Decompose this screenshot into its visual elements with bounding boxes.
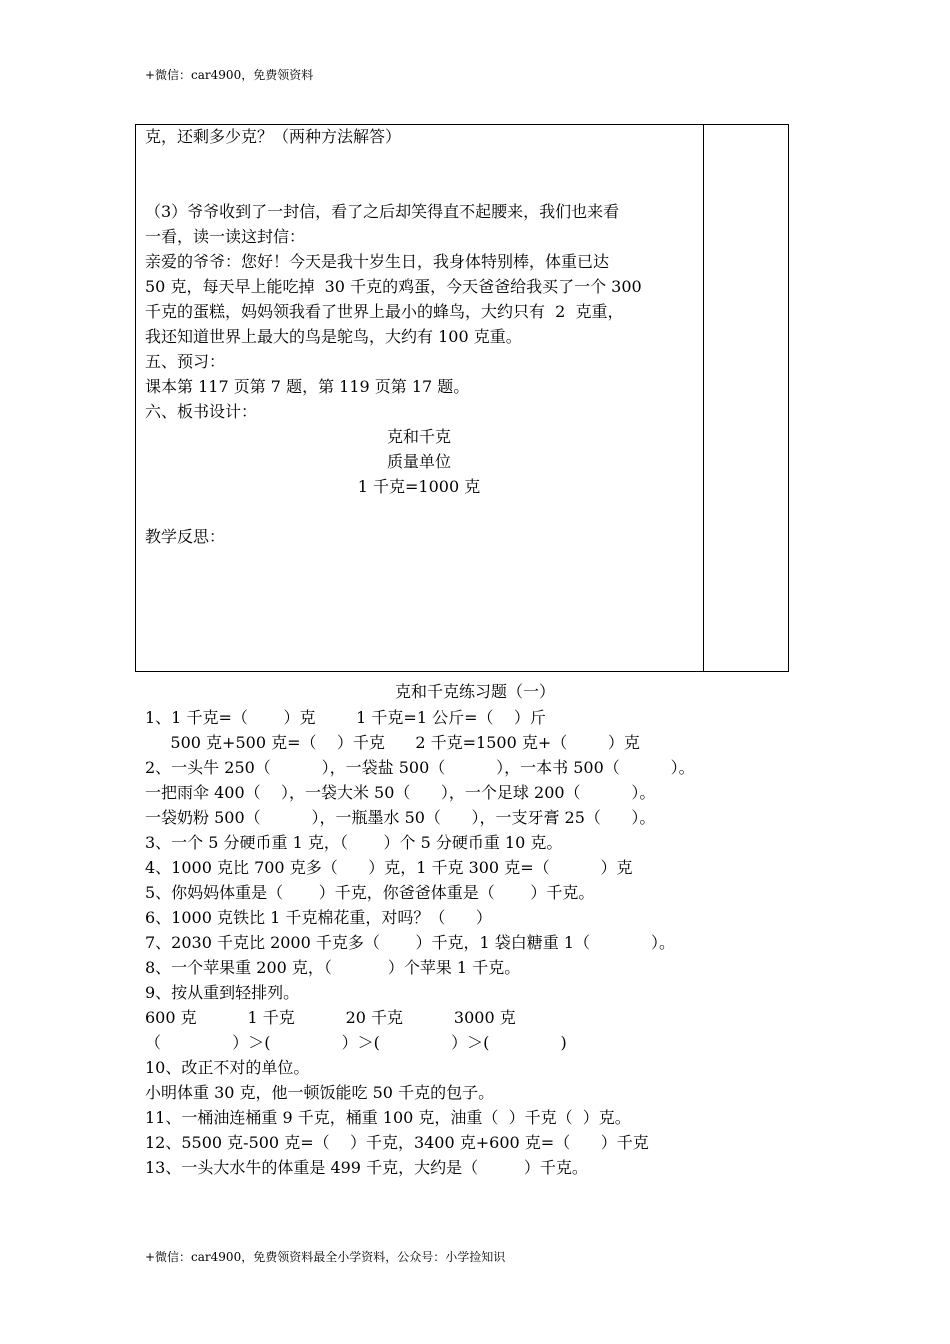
letter-line-1: 亲爱的爷爷：您好！今天是我十岁生日，我身体特别棒，体重已达 [145,252,610,271]
page-footer: +微信：car4900，免费领资料最全小学资料，公众号：小学捡知识 [145,1250,506,1264]
exercise-line: 4、1000 克比 700 克多（ ）克，1 千克 300 克=（ ）克 [145,858,633,877]
exercise-line: 一袋奶粉 500（ ），一瓶墨水 50（ ），一支牙膏 25（ ）。 [145,808,656,827]
exercise-line: 13、一头大水牛的体重是 499 千克，大约是（ ）千克。 [145,1158,588,1177]
exercise-line: 8、一个苹果重 200 克，（ ）个苹果 1 千克。 [145,958,521,977]
exercise-line: 1、1 千克=（ ）克 1 千克=1 公斤=（ ）斤 [145,708,546,727]
letter-line-4: 我还知道世界上最大的鸟是鸵鸟，大约有 100 克重。 [145,327,522,346]
exercise-line: 7、2030 千克比 2000 千克多（ ）千克，1 袋白糖重 1（ ）。 [145,933,676,952]
exercise-title: 克和千克练习题（一） [394,682,555,701]
lesson-line: 克，还剩多少克？（两种方法解答） [145,127,402,146]
exercise-line: 5、你妈妈体重是（ ）千克，你爸爸体重是（ ）千克。 [145,883,595,902]
question-3-line-2: 一看，读一读这封信： [145,227,306,246]
table-column-divider [703,125,704,671]
board-design-heading: 六、板书设计： [145,402,258,421]
exercise-line: 一把雨伞 400（ ），一袋大米 50（ ），一个足球 200（ ）。 [145,783,656,802]
preview-heading: 五、预习： [145,352,226,371]
exercise-line: 12、5500 克-500 克=（ ）千克，3400 克+600 克=（ ）千克 [145,1133,649,1152]
exercise-line: 小明体重 30 克，他一顿饭能吃 50 千克的包子。 [145,1083,495,1102]
preview-text: 课本第 117 页第 7 题，第 119 页第 17 题。 [145,377,470,396]
board-line-2: 质量单位 [386,452,451,471]
board-line-3: 1 千克=1000 克 [357,477,481,496]
exercise-line: 9、按从重到轻排列。 [145,983,300,1002]
page-header: +微信：car4900，免费领资料 [145,68,314,82]
exercise-line: 3、一个 5 分硬币重 1 克，（ ）个 5 分硬币重 10 克。 [145,833,563,852]
question-3-line-1: （3）爷爷收到了一封信，看了之后却笑得直不起腰来，我们也来看 [145,202,620,221]
exercise-line: 10、改正不对的单位。 [145,1058,310,1077]
exercise-line: 500 克+500 克=（ ）千克 2 千克=1500 克+（ ）克 [145,733,640,752]
exercise-line: 6、1000 克铁比 1 千克棉花重，对吗？（ ） [145,908,492,927]
board-line-1: 克和千克 [386,427,451,446]
exercise-line: 11、一桶油连桶重 9 千克，桶重 100 克，油重（ ）千克（ ）克。 [145,1108,631,1127]
exercise-line: （ ）＞( ）＞( ）＞( ) [145,1033,567,1052]
exercise-line: 2、一头牛 250（ ），一袋盐 500（ ），一本书 500（ ）。 [145,758,695,777]
letter-line-3: 千克的蛋糕，妈妈领我看了世界上最小的蜂鸟，大约只有 2 克重， [145,302,624,321]
exercise-line: 600 克 1 千克 20 千克 3000 克 [145,1008,516,1027]
reflection-heading: 教学反思： [145,527,226,546]
letter-line-2: 50 克，每天早上能吃掉 30 千克的鸡蛋，今天爸爸给我买了一个 300 [145,277,642,296]
